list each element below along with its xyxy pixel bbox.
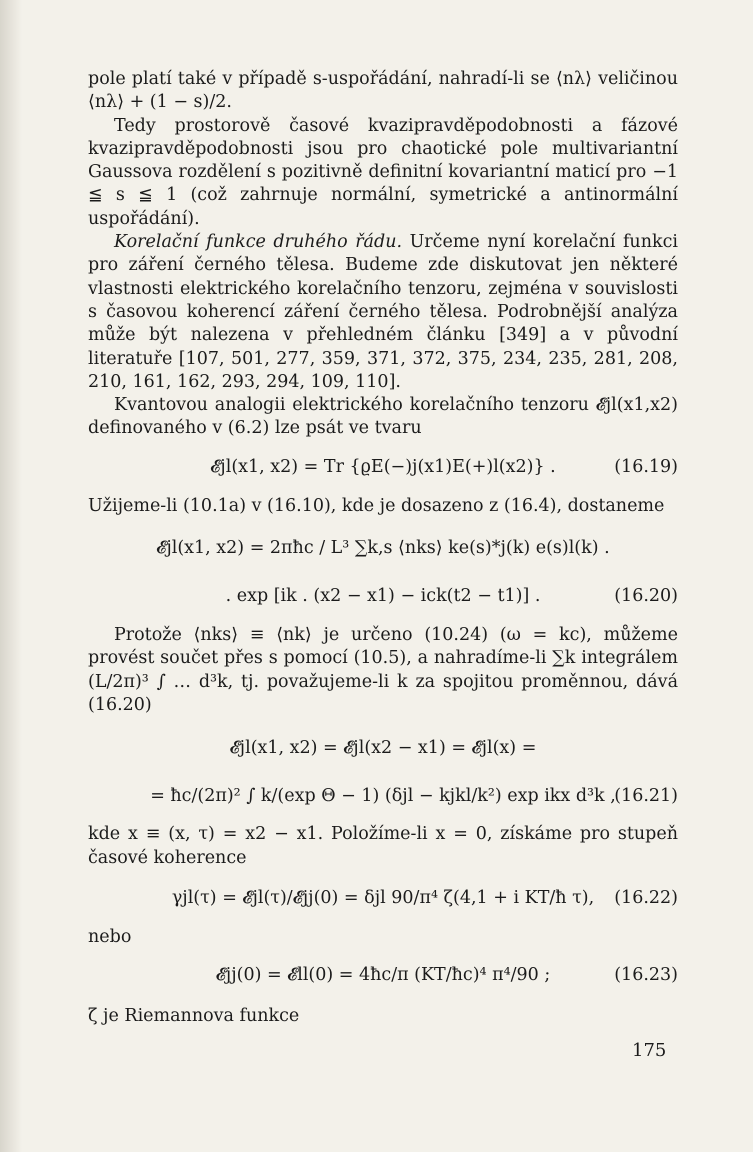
book-page (88, 68, 678, 1028)
page-number: 175 (632, 1040, 667, 1061)
equation-number-16-21: (16.21) (614, 785, 678, 806)
paragraph-riemann: ζ je Riemannova funkce (88, 1006, 300, 1027)
equation-number-16-19: (16.19) (614, 457, 678, 478)
paragraph-quasiprobabilities: Tedy prostorově časové kvazipravděpodobnosti a fázové kvazipravděpodobnosti jsou pro chaotické pole multivariantní Gaussova rozdělení s pozitivně definitní kovariantní maticí pro −1 ≦ s ≦ 1 (což zahrnuje normální, symetrické a antinormální uspořádání). (88, 115, 678, 229)
equation-16-19 (88, 447, 678, 489)
equation-16-19-body: 𝓔jl(x1, x2) = Tr {ϱE(−)j(x1)E(+)l(x2)} . (210, 457, 556, 478)
equation-16-20-body-a: 𝓔jl(x1, x2) = 2πħc / L³ ∑k,s ⟨nks⟩ ke(s)*j(k) e(s)l(k) . (156, 538, 610, 559)
equation-number-16-22: (16.22) (614, 888, 678, 909)
book-binding-shadow (0, 0, 22, 1152)
paragraph-quantum-analogy: Kvantovou analogii elektrického korelačního tenzoru 𝓔jl(x1,x2) definovaného v (6.2) lze psát ve tvaru (88, 395, 678, 439)
equation-16-23 (88, 955, 678, 997)
paragraph-correlation (88, 231, 678, 394)
equation-16-21-line-1 (88, 727, 678, 769)
paragraph-s-ordering: pole platí také v případě s-uspořádání, nahradí-li se ⟨nλ⟩ veličinou ⟨nλ⟩ + (1 − s)/2. (88, 69, 678, 113)
equation-16-22 (88, 878, 678, 920)
equation-16-22-body: γjl(τ) = 𝓔jl(τ)/𝓔jj(0) = δjl 90/π⁴ ζ(4,1 + i KT/ħ τ), (171, 888, 595, 909)
paragraph-using-10-1a: Užijeme-li (10.1a) v (16.10), kde je dosazeno z (16.4), dostaneme (88, 495, 665, 516)
section-heading-correlation: Korelační funkce druhého řádu. (114, 232, 403, 253)
paragraph-or: nebo (88, 926, 132, 947)
paragraph-correlation-text: Určeme nyní korelační funkci pro záření černého tělesa. Budeme zde diskutovat jen některé vlastnosti elektrického korelačního tenzoru, zejména v souvislosti s časovou koherencí záření černého tělesa. Podrobnější analýza může být nalezena v přehledném článku [349] a v původní literatuře [107, 501, 277, 359, 371, 372, 375, 234, 235, 281, 208, 210, 161, 162, 293, 294, 109, 110]. (88, 232, 678, 392)
equation-number-16-20: (16.20) (614, 586, 678, 607)
equation-16-20-line-2 (88, 576, 678, 618)
equation-16-20-body-b: . exp [ik . (x2 − x1) − ick(t2 − t1)] . (225, 586, 541, 607)
equation-16-21-body-b: = ħc/(2π)² ∫ k/(exp Θ − 1) (δjl − kjkl/k²) exp ikx d³k , (150, 785, 616, 806)
equation-16-21-line-2 (88, 775, 678, 817)
equation-16-21-body-a: 𝓔jl(x1, x2) = 𝓔jl(x2 − x1) = 𝓔jl(x) = (229, 737, 537, 758)
equation-16-23-body: 𝓔jj(0) = 𝓔ll(0) = 4ħc/π (KT/ħc)⁴ π⁴/90 ; (215, 965, 551, 986)
paragraph-because: Protože ⟨nks⟩ ≡ ⟨nk⟩ je určeno (10.24) (ω = kc), můžeme provést součet přes s pomocí (10.5), a nahradíme-li ∑k integrálem (L/2π)³ ∫ … d³k, tj. považujeme-li k za spojitou proměnnou, dává (16.20) (88, 625, 678, 715)
equation-16-20-line-1 (88, 528, 678, 570)
equation-number-16-23: (16.23) (614, 965, 678, 986)
paragraph-where-x: kde x ≡ (x, τ) = x2 − x1. Položíme-li x = 0, získáme pro stupeň časové koherence (88, 824, 678, 868)
